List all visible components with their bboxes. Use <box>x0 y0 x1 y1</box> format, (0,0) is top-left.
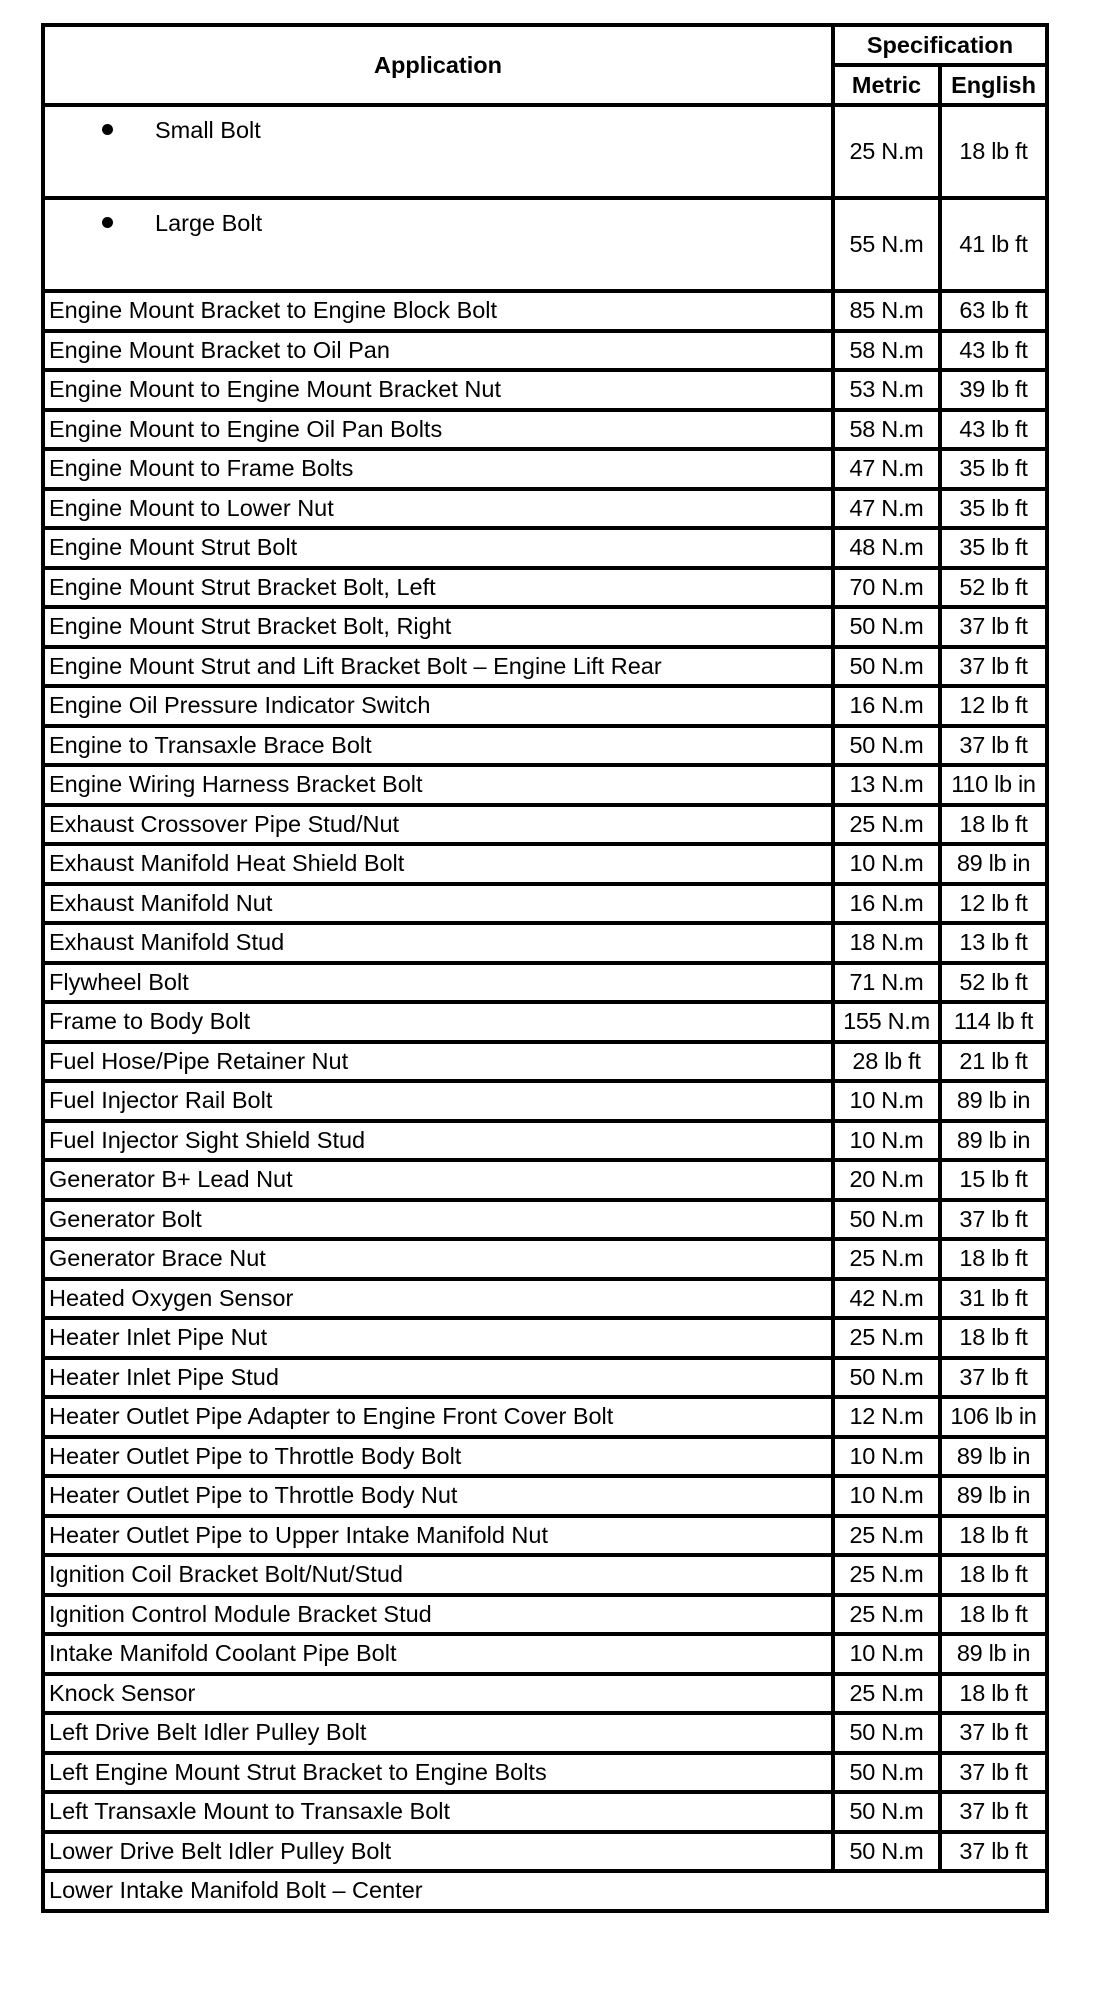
table-row <box>43 528 1047 568</box>
metric-cell: 58 N.m <box>833 331 940 371</box>
metric-cell: 10 N.m <box>833 1634 940 1674</box>
english-cell: 110 lb in <box>940 765 1047 805</box>
table-row <box>43 105 1047 198</box>
english-cell: 18 lb ft <box>940 1674 1047 1714</box>
english-cell: 15 lb ft <box>940 1160 1047 1200</box>
metric-cell: 85 N.m <box>833 291 940 331</box>
application-cell: Knock Sensor <box>43 1674 833 1714</box>
metric-cell: 25 N.m <box>833 1595 940 1635</box>
english-cell: 31 lb ft <box>940 1279 1047 1319</box>
metric-cell: 10 N.m <box>833 1081 940 1121</box>
metric-cell: 10 N.m <box>833 1121 940 1161</box>
application-cell: Engine Mount Strut Bracket Bolt, Right <box>43 607 833 647</box>
application-cell: Lower Intake Manifold Bolt – Center <box>43 1871 1047 1911</box>
english-cell: 37 lb ft <box>940 1832 1047 1872</box>
application-cell: Fuel Injector Sight Shield Stud <box>43 1121 833 1161</box>
application-cell: Heater Inlet Pipe Nut <box>43 1318 833 1358</box>
table-row <box>43 198 1047 291</box>
metric-cell: 47 N.m <box>833 449 940 489</box>
application-cell: Left Drive Belt Idler Pulley Bolt <box>43 1713 833 1753</box>
metric-cell: 50 N.m <box>833 1832 940 1872</box>
bullet-icon <box>102 217 113 228</box>
table-row <box>43 1555 1047 1595</box>
metric-cell: 10 N.m <box>833 1476 940 1516</box>
table-row <box>43 1397 1047 1437</box>
application-cell: Engine to Transaxle Brace Bolt <box>43 726 833 766</box>
specification-header: Specification <box>833 25 1047 65</box>
metric-cell: 12 N.m <box>833 1397 940 1437</box>
table-row <box>43 370 1047 410</box>
english-cell: 89 lb in <box>940 844 1047 884</box>
table-row <box>43 1437 1047 1477</box>
english-cell: 41 lb ft <box>940 198 1047 291</box>
english-cell: 106 lb in <box>940 1397 1047 1437</box>
metric-cell: 25 N.m <box>833 1318 940 1358</box>
english-cell: 35 lb ft <box>940 489 1047 529</box>
application-text: Large Bolt <box>155 210 263 236</box>
english-cell: 12 lb ft <box>940 686 1047 726</box>
application-cell: Engine Mount to Engine Mount Bracket Nut <box>43 370 833 410</box>
table-row <box>43 1121 1047 1161</box>
application-cell: Left Transaxle Mount to Transaxle Bolt <box>43 1792 833 1832</box>
application-cell: Frame to Body Bolt <box>43 1002 833 1042</box>
metric-cell: 50 N.m <box>833 1200 940 1240</box>
english-cell: 37 lb ft <box>940 1792 1047 1832</box>
application-cell: Generator Bolt <box>43 1200 833 1240</box>
metric-cell: 20 N.m <box>833 1160 940 1200</box>
english-cell: 37 lb ft <box>940 726 1047 766</box>
table-row <box>43 923 1047 963</box>
table-row <box>43 1279 1047 1319</box>
application-cell: Flywheel Bolt <box>43 963 833 1003</box>
application-cell: Exhaust Manifold Nut <box>43 884 833 924</box>
application-cell: Engine Mount Strut and Lift Bracket Bolt – Engine Lift Rear <box>43 647 833 687</box>
english-cell: 37 lb ft <box>940 647 1047 687</box>
table-row <box>43 291 1047 331</box>
metric-cell: 50 N.m <box>833 1792 940 1832</box>
table-row <box>43 1081 1047 1121</box>
metric-cell: 25 N.m <box>833 805 940 845</box>
table-row <box>43 449 1047 489</box>
bullet-icon <box>102 124 113 135</box>
table-row <box>43 844 1047 884</box>
table-row <box>43 410 1047 450</box>
application-cell: Engine Mount to Engine Oil Pan Bolts <box>43 410 833 450</box>
application-text: Small Bolt <box>155 117 261 143</box>
application-cell: Fuel Hose/Pipe Retainer Nut <box>43 1042 833 1082</box>
application-cell: Left Engine Mount Strut Bracket to Engine Bolts <box>43 1753 833 1793</box>
table-row <box>43 1674 1047 1714</box>
table-row <box>43 1713 1047 1753</box>
table-row <box>43 1832 1047 1872</box>
english-cell: 89 lb in <box>940 1476 1047 1516</box>
english-cell: 35 lb ft <box>940 449 1047 489</box>
table-row <box>43 1358 1047 1398</box>
application-cell: Heater Inlet Pipe Stud <box>43 1358 833 1398</box>
application-cell: Engine Mount Strut Bracket Bolt, Left <box>43 568 833 608</box>
english-cell: 18 lb ft <box>940 1239 1047 1279</box>
table-row <box>43 765 1047 805</box>
application-cell: Exhaust Manifold Heat Shield Bolt <box>43 844 833 884</box>
metric-cell: 28 lb ft <box>833 1042 940 1082</box>
metric-cell: 50 N.m <box>833 1753 940 1793</box>
application-cell: Heater Outlet Pipe to Throttle Body Nut <box>43 1476 833 1516</box>
application-cell: Generator B+ Lead Nut <box>43 1160 833 1200</box>
application-cell: Lower Drive Belt Idler Pulley Bolt <box>43 1832 833 1872</box>
application-cell: Fuel Injector Rail Bolt <box>43 1081 833 1121</box>
table-row <box>43 1200 1047 1240</box>
table-row <box>43 1753 1047 1793</box>
english-cell: 43 lb ft <box>940 410 1047 450</box>
metric-cell: 50 N.m <box>833 726 940 766</box>
table-row <box>43 1476 1047 1516</box>
english-cell: 13 lb ft <box>940 923 1047 963</box>
table-body <box>43 105 1047 1911</box>
metric-cell: 50 N.m <box>833 1358 940 1398</box>
table-row <box>43 331 1047 371</box>
application-cell: Engine Mount Bracket to Oil Pan <box>43 331 833 371</box>
table-row <box>43 1516 1047 1556</box>
application-cell <box>43 105 833 198</box>
english-cell: 63 lb ft <box>940 291 1047 331</box>
english-cell: 18 lb ft <box>940 1516 1047 1556</box>
metric-cell: 42 N.m <box>833 1279 940 1319</box>
application-cell: Heated Oxygen Sensor <box>43 1279 833 1319</box>
table-row <box>43 1871 1047 1911</box>
metric-cell: 18 N.m <box>833 923 940 963</box>
table-row <box>43 963 1047 1003</box>
table-row <box>43 805 1047 845</box>
metric-header: Metric <box>833 65 940 105</box>
table-row <box>43 884 1047 924</box>
torque-spec-table <box>41 23 1049 1913</box>
application-cell: Exhaust Crossover Pipe Stud/Nut <box>43 805 833 845</box>
application-cell: Engine Oil Pressure Indicator Switch <box>43 686 833 726</box>
english-cell: 37 lb ft <box>940 607 1047 647</box>
metric-cell: 16 N.m <box>833 884 940 924</box>
table-row <box>43 1792 1047 1832</box>
application-header: Application <box>43 25 833 105</box>
table-row <box>43 686 1047 726</box>
metric-cell: 55 N.m <box>833 198 940 291</box>
metric-cell: 53 N.m <box>833 370 940 410</box>
english-cell: 18 lb ft <box>940 1555 1047 1595</box>
table-row <box>43 1595 1047 1635</box>
english-cell: 52 lb ft <box>940 568 1047 608</box>
english-cell: 18 lb ft <box>940 105 1047 198</box>
metric-cell: 25 N.m <box>833 1239 940 1279</box>
table-row <box>43 1002 1047 1042</box>
metric-cell: 58 N.m <box>833 410 940 450</box>
metric-cell: 25 N.m <box>833 105 940 198</box>
english-cell: 89 lb in <box>940 1081 1047 1121</box>
english-cell: 43 lb ft <box>940 331 1047 371</box>
english-cell: 18 lb ft <box>940 805 1047 845</box>
table-row <box>43 1634 1047 1674</box>
table-row <box>43 1042 1047 1082</box>
metric-cell: 50 N.m <box>833 647 940 687</box>
metric-cell: 25 N.m <box>833 1516 940 1556</box>
metric-cell: 71 N.m <box>833 963 940 1003</box>
english-cell: 39 lb ft <box>940 370 1047 410</box>
application-cell: Intake Manifold Coolant Pipe Bolt <box>43 1634 833 1674</box>
table-row <box>43 489 1047 529</box>
application-cell: Ignition Coil Bracket Bolt/Nut/Stud <box>43 1555 833 1595</box>
english-cell: 114 lb ft <box>940 1002 1047 1042</box>
table-row <box>43 1160 1047 1200</box>
table-row <box>43 568 1047 608</box>
english-header: English <box>940 65 1047 105</box>
english-cell: 89 lb in <box>940 1121 1047 1161</box>
english-cell: 12 lb ft <box>940 884 1047 924</box>
english-cell: 89 lb in <box>940 1634 1047 1674</box>
table-row <box>43 726 1047 766</box>
metric-cell: 10 N.m <box>833 844 940 884</box>
metric-cell: 70 N.m <box>833 568 940 608</box>
application-cell: Heater Outlet Pipe Adapter to Engine Front Cover Bolt <box>43 1397 833 1437</box>
application-cell <box>43 198 833 291</box>
application-cell: Engine Mount to Frame Bolts <box>43 449 833 489</box>
english-cell: 37 lb ft <box>940 1358 1047 1398</box>
metric-cell: 50 N.m <box>833 607 940 647</box>
metric-cell: 47 N.m <box>833 489 940 529</box>
table-header <box>43 25 1047 105</box>
english-cell: 18 lb ft <box>940 1318 1047 1358</box>
application-cell: Generator Brace Nut <box>43 1239 833 1279</box>
metric-cell: 25 N.m <box>833 1674 940 1714</box>
application-cell: Heater Outlet Pipe to Throttle Body Bolt <box>43 1437 833 1477</box>
application-cell: Heater Outlet Pipe to Upper Intake Manifold Nut <box>43 1516 833 1556</box>
english-cell: 21 lb ft <box>940 1042 1047 1082</box>
metric-cell: 50 N.m <box>833 1713 940 1753</box>
application-cell: Engine Mount Bracket to Engine Block Bolt <box>43 291 833 331</box>
application-cell: Engine Wiring Harness Bracket Bolt <box>43 765 833 805</box>
metric-cell: 10 N.m <box>833 1437 940 1477</box>
english-cell: 37 lb ft <box>940 1753 1047 1793</box>
metric-cell: 48 N.m <box>833 528 940 568</box>
table-row <box>43 647 1047 687</box>
english-cell: 89 lb in <box>940 1437 1047 1477</box>
table-row <box>43 1318 1047 1358</box>
english-cell: 35 lb ft <box>940 528 1047 568</box>
metric-cell: 13 N.m <box>833 765 940 805</box>
application-cell: Engine Mount to Lower Nut <box>43 489 833 529</box>
metric-cell: 16 N.m <box>833 686 940 726</box>
english-cell: 52 lb ft <box>940 963 1047 1003</box>
table-row <box>43 1239 1047 1279</box>
table-row <box>43 607 1047 647</box>
application-cell: Exhaust Manifold Stud <box>43 923 833 963</box>
metric-cell: 25 N.m <box>833 1555 940 1595</box>
english-cell: 37 lb ft <box>940 1200 1047 1240</box>
application-cell: Ignition Control Module Bracket Stud <box>43 1595 833 1635</box>
metric-cell: 155 N.m <box>833 1002 940 1042</box>
application-cell: Engine Mount Strut Bolt <box>43 528 833 568</box>
english-cell: 37 lb ft <box>940 1713 1047 1753</box>
english-cell: 18 lb ft <box>940 1595 1047 1635</box>
